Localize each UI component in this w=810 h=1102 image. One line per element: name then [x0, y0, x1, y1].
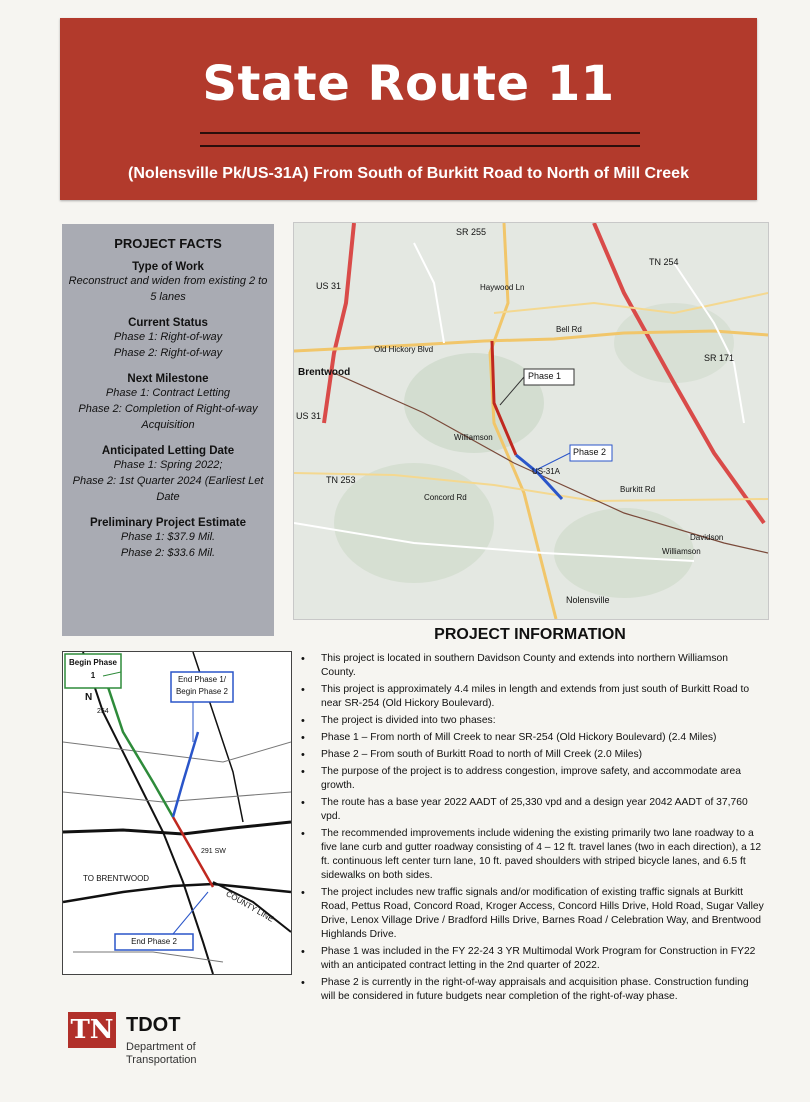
label-tn254: TN 254	[649, 257, 679, 267]
label-us31a: US-31A	[532, 467, 561, 476]
letting-phase-1: Phase 1: Spring 2022;	[113, 459, 223, 471]
label-sr255: SR 255	[456, 227, 487, 237]
letting-phase-2: Phase 2: 1st Quarter 2024 (Earliest Let Date	[72, 475, 264, 503]
title-rule-top	[200, 132, 640, 134]
department-line-2: Transportation	[126, 1054, 197, 1066]
end-phase-1-line-1: End Phase 1/	[177, 675, 227, 684]
letting-date-label: Anticipated Letting Date	[101, 445, 235, 457]
list-item: • Phase 2 – From south of Burkitt Road to north of Mill Creek (2.0 Miles)	[297, 748, 765, 762]
list-item: • This project is located in southern Davidson County and extends into northern Williamson County.	[297, 652, 765, 680]
list-item: • The route has a base year 2022 AADT of 25,330 vpd and a design year 2042 AADT of 37,760 vpd.	[297, 796, 765, 824]
route-254-label: 254	[97, 708, 109, 715]
department-name	[126, 1041, 197, 1067]
list-item: • The project is divided into two phases:	[297, 714, 765, 728]
to-brentwood-label: TO BRENTWOOD	[83, 874, 150, 883]
type-of-work-value: Reconstruct and widen from existing 2 to 5 lanes	[68, 275, 268, 303]
project-location-map	[293, 222, 769, 620]
label-nolensville: Nolensville	[566, 595, 610, 605]
label-tn253: TN 253	[326, 475, 356, 485]
facts-heading: PROJECT FACTS	[114, 236, 222, 251]
next-milestone-label: Next Milestone	[127, 373, 209, 385]
phase-2-callout: Phase 2	[573, 447, 607, 457]
department-line-1: Department of	[126, 1041, 196, 1053]
list-item: • Phase 1 – From north of Mill Creek to near SR-254 (Old Hickory Boulevard) (2.4 Miles)	[297, 731, 765, 745]
title-rule-bottom	[200, 145, 640, 147]
list-item: • The project includes new traffic signals and/or modification of existing traffic signals at Burkitt Road, Pettus Road, Concord Road, Kroger Access, Concord Hills Drive, Hold Road, Sugar Valley Drive, Lenox Village Drive / Bradford Hills Drive, Barnes Road / Celebration Way, and Brentwood Highlands Drive.	[297, 886, 765, 942]
list-item: • This project is approximately 4.4 miles in length and extends from just south of Burkitt Road to near SR-254 (Old Hickory Boulevard).	[297, 683, 765, 711]
milestone-phase-1: Phase 1: Contract Letting	[105, 387, 231, 399]
list-item: • The recommended improvements include widening the existing primarily two lane roadway to a five lane curb and gutter roadway consisting of 4 – 12 ft. travel lanes (two in each direction), a 12 ft. continuous left center turn lane, 10 ft. paved shoulders with striped bicycle lanes, and 6.5 ft sidewalks on both sides.	[297, 827, 765, 883]
list-item: • Phase 2 is currently in the right-of-way appraisals and acquisition phase. Construction funding will be considered in future budgets near completion of the right-of-way phase.	[297, 976, 765, 1004]
north-arrow-label: N	[85, 692, 93, 703]
end-phase-2-label: End Phase 2	[131, 937, 177, 946]
title-banner	[60, 18, 757, 200]
phase-1-callout: Phase 1	[528, 371, 562, 381]
begin-phase-1-label: Begin Phase 1	[68, 658, 117, 680]
tdot-logo	[62, 1008, 262, 1068]
label-williamson-county: Williamson	[662, 547, 701, 556]
detail-map-svg	[63, 652, 291, 974]
status-phase-1: Phase 1: Right-of-way	[113, 331, 223, 343]
status-phase-2: Phase 2: Right-of-way	[113, 347, 223, 359]
label-brentwood: Brentwood	[298, 367, 351, 378]
end-phase-1-label	[173, 674, 231, 698]
project-facts-panel	[62, 224, 274, 636]
label-haywood: Haywood Ln	[480, 283, 525, 292]
estimate-phase-1: Phase 1: $37.9 Mil.	[120, 531, 216, 543]
label-us31-south: US 31	[296, 411, 322, 421]
page-title: State Route 11	[202, 56, 615, 112]
current-status-label: Current Status	[128, 317, 208, 329]
county-line-label: COUNTY LINE	[224, 889, 276, 924]
page-subtitle: (Nolensville Pk/US-31A) From South of Burkitt Road to North of Mill Creek	[128, 165, 689, 182]
estimate-phase-2: Phase 2: $33.6 Mil.	[120, 547, 216, 559]
label-davidson: Davidson	[690, 533, 724, 542]
tn-logo-mark: TN	[68, 1012, 116, 1048]
project-detail-map	[62, 651, 292, 975]
type-of-work-label: Type of Work	[132, 261, 204, 273]
label-old-hickory: Old Hickory Blvd	[374, 345, 434, 354]
estimate-label: Preliminary Project Estimate	[90, 517, 246, 529]
location-map-svg	[294, 223, 768, 619]
project-information-list	[297, 652, 765, 1007]
project-information-heading: PROJECT INFORMATION	[434, 626, 626, 643]
label-williamson-rd: Williamson	[454, 433, 493, 442]
end-phase-1-line-2: Begin Phase 2	[175, 687, 229, 696]
label-sr171: SR 171	[704, 353, 735, 363]
label-us31-north: US 31	[316, 281, 342, 291]
label-bell-rd: Bell Rd	[556, 325, 582, 334]
label-concord-rd: Concord Rd	[424, 493, 467, 502]
list-item: • Phase 1 was included in the FY 22-24 3 YR Multimodal Work Program for Construction in FY22 with an anticipated contract letting in the 2nd quarter of 2022.	[297, 945, 765, 973]
list-item: • The purpose of the project is to address congestion, improve safety, and accommodate area growth.	[297, 765, 765, 793]
tdot-wordmark: TDOT	[126, 1014, 181, 1036]
label-burkitt-rd: Burkitt Rd	[620, 485, 656, 494]
route-291-label: 291 SW	[201, 848, 226, 855]
milestone-phase-2: Phase 2: Completion of Right-of-way Acquisition	[78, 403, 258, 431]
